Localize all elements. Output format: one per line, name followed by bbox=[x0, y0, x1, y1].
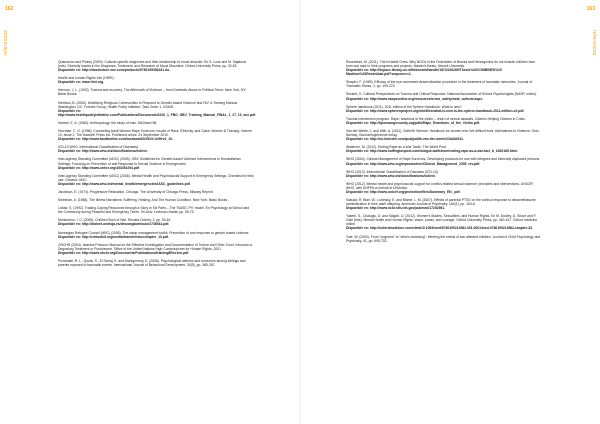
reference-citation: Trauma intervention program. Rape: reactions of the victim – return of sexual assaults. Citizens Helping Citizens in Crisis. bbox=[346, 116, 526, 121]
reference-availability-link[interactable]: Disponible en: http://no.linkedin.com/pub/judith-van-der-weele/23/a2b/611. bbox=[346, 137, 464, 142]
reference-entry bbox=[346, 105, 542, 113]
reference-availability-link[interactable]: Disponible en: http://www.spherenproject.org/silo/files/what-is-new-in-the-sphere-handbook-2011-edition-v2.pdf. bbox=[346, 108, 525, 113]
reference-entry bbox=[58, 206, 254, 214]
reference-entry bbox=[346, 129, 542, 141]
reference-availability-link[interactable]: Disponible en: http://www.tandfonline.com/toc/wwat20/19/2#.Ur9frv4_10. bbox=[58, 137, 173, 142]
reference-entry bbox=[58, 88, 254, 96]
reference-entry bbox=[58, 231, 254, 239]
reference-citation: Henttaul, B. (2000). Mobilizing Religious Communities to Respond to Gender-based Violence and HIV: A Training Manual. Washington, DC: Futures Group, Health Policy Initiative, Task Order 1, USAID. bbox=[58, 100, 238, 109]
reference-citation: Rosenblad, M. (2011). The Invisible Ones. Why NGOs in the Federation of Bosnia and Herzegovina do not include children born from war rape in their programs and projects. Master's thesis, Utrecht University. bbox=[346, 60, 536, 69]
reference-availability-link[interactable]: Disponible en: http://tiponsangecounty.org/pdfs/Rape_Reactions_of_the_Victim.pdf. bbox=[346, 120, 480, 125]
reference-entry bbox=[58, 190, 254, 194]
reference-availability-link[interactable]: Disponible en: http://www.who.int/classifications/icd/en/. bbox=[346, 173, 436, 178]
reference-citation: WHO (2013). International Classification of Diseases (ICD-10) bbox=[346, 169, 438, 174]
reference-entry bbox=[346, 80, 542, 88]
side-tab-label: references bbox=[3, 30, 9, 56]
reference-availability-link[interactable]: Disponible en: http://www.who.org/reproductive/Clinical_Management_2005_rev.pdf. bbox=[346, 161, 481, 166]
reference-availability-link[interactable]: Disponible en: http://www.huffingtonpost.com/margot-wallstrom/ending-rape-as-a-war-tact_b_1600185.html. bbox=[346, 149, 518, 154]
reference-citation: Jacobson, E. (1974). Progressive Relaxation. Chicago: The University of Chicago Press, Midway Reprint. bbox=[58, 189, 214, 194]
reference-list bbox=[346, 60, 542, 247]
reference-entry bbox=[346, 214, 542, 230]
reference-citation: Van der Weele, J. and Wilh, A. (2011). Sofie/Hr Woman. Handbook for women who live difficult lives. Alternatives to Violence, Oslo, Norway. Gunnar/fugl/hamne forlag. bbox=[346, 129, 540, 138]
reference-citation: Hoebel, E. A. (1966). Anthropology: the study of man. McGraw-Hill. bbox=[58, 120, 158, 125]
reference-entry bbox=[346, 145, 542, 153]
reference-entry bbox=[58, 259, 254, 267]
reference-citation: ICD-10 WHO. International Classification of Diseases). bbox=[58, 145, 140, 150]
reference-availability-link[interactable]: Disponible en: http://www.unhcr.org/453492294.pdf bbox=[58, 165, 140, 170]
reference-availability-link[interactable]: Disponible en: http://ebookstore.sue.com/products/9780195306181.do. bbox=[58, 68, 171, 73]
reference-availability-link[interactable]: Disponible en: http://dspace.library.uu.nl/bitstream/handle/1874/226289/Thesis%20COMBINED%20 Madelon%20Rosenblad.pdf?sequence=1. bbox=[346, 68, 502, 77]
reference-entry bbox=[346, 235, 542, 243]
reference-citation: Herman, J. L. (1992). Trauma and recovery. The Aftermath of Violence – from Domestic Abuse to Political Terror. New York, NY: Basic Books. bbox=[58, 88, 247, 97]
reference-entry bbox=[346, 60, 542, 76]
reference-citation: Punamaki, R. L., Qouta, S., El Sarraj, E. and Montgomery, E. (2006). Psychological distress and resources among siblings and parents exposed to traumatic events. International Journal of Behavioral Development, 30(5), pp. 385-397. bbox=[58, 259, 246, 268]
reference-citation: OHCHR (2004). Istanbul Protocol: Manual on the Effective Investigation and Documentation of Torture and Other Cruel, Inhuman or Degrading Treatment or Punishment. Office of the United Nations High Commissioner for Human Rights, 2001. bbox=[58, 242, 253, 251]
reference-citation: Seckert, K. Cultural Perspectives on Trauma and Critical Response. National Association of School Psychologists (NASP, online). bbox=[346, 92, 538, 97]
reference-entry bbox=[58, 100, 257, 117]
reference-citation: Yule, W. (2000). From "pogroms" to "ethnic cleansing": Meeting the needs of war affected children. Journal of Child Psychology and Psychiatry, 41, pp. 695-702. bbox=[346, 234, 541, 243]
reference-entry bbox=[58, 145, 254, 153]
page-number: 163 bbox=[586, 6, 595, 12]
reference-citation: Montoneiro, I. C. (2005). Children Born of War. Revista Criteria, 2, pp. 53-81. bbox=[58, 218, 172, 223]
reference-availability-link[interactable]: Disponible en: http://dialnet.unirioja.es/descarga/articulo/2736544.pdf. bbox=[58, 222, 170, 227]
reference-entry bbox=[58, 243, 254, 255]
reference-entry bbox=[346, 117, 542, 125]
reference-citation: Shapiro, F. (1989). Efficacy of the eye movement desensitization procedure in the treatment of traumatic memories. Journal of Traumatic Stress, 2, pp. 199-223. bbox=[346, 80, 532, 89]
reference-availability-link[interactable]: Disponible en: http://www.naspconline.org/resources/crisis_safety/neat_cultural.aspx. bbox=[346, 96, 484, 101]
reference-citation: Kleinman, A. (1988). The Illness Narratives: Suffering, Healing, And The Human Condition. New York: Basic Books. bbox=[58, 198, 229, 203]
reference-citation: Walstrom, M. (2012). Ending Rape as a War Tactic. The World Post. bbox=[346, 145, 447, 150]
reference-entry bbox=[346, 182, 542, 194]
reference-entry bbox=[58, 60, 254, 72]
reference-citation: Inter-Agency Standing Committee (IASC) (2006). Mental Health and Psychosocial Support in Emergency Settings. Checklist for field use. Geneva: IASC. bbox=[58, 173, 254, 182]
reference-citation: Yakeel, S., Chaloglu, D. and Salgah, U. (2012). Women's Bodies, Sexualities, and Human Rights. En M. Dudley, D. Silove and F. Gale (eds). Mental Health and Human Rights: vision, praxis, and courage. Oxford University Press, pp. 440-447. Oxford medicine online. bbox=[346, 214, 538, 227]
reference-entry bbox=[58, 129, 254, 141]
reference-entry bbox=[346, 157, 542, 165]
reference-citation: Sphere handbook (2011). 2011 edition of the Sphere Handbook: What is new? bbox=[346, 104, 462, 109]
reference-entry bbox=[58, 174, 254, 186]
reference-citation: WHO (2004). Clinical Management of Rape Survivors. Developing protocols for use with refugees and internally displaced persons. bbox=[346, 157, 541, 162]
reference-entry bbox=[58, 76, 254, 84]
right-page bbox=[300, 0, 600, 424]
reference-availability-link[interactable]: Disponible en: http://www.unicef.org/protection/files/Summary_EN_.pdf. bbox=[346, 189, 461, 194]
reference-availability-link[interactable]: Disponible en: http://oxfordmedicine.com/view/10.1093/med/9780199213962.001.0001/med-9780199213962-chapter-33. bbox=[346, 226, 533, 231]
reference-availability-link[interactable]: Disponible en: http://www.who.int/classifications/icd/en/. bbox=[58, 149, 148, 154]
reference-entry bbox=[58, 157, 254, 169]
reference-entry bbox=[346, 92, 542, 100]
reference-citation: Lahad, S. (1992). Trading Coping Resources through a Story in Six Parts – The "BASIC Ph" model. En Psychology at School and the Community during Peaceful and Emergency Times. Tel-Aviv: Levinson-Hadar, pp. 55-70. bbox=[58, 206, 250, 215]
reference-citation: Norwegian Refugee Council (NRC) (2008). The camp management toolkit. Prevention of and response to gender based violence. bbox=[58, 230, 250, 235]
reference-citation: Health and human Rights Info (HHRI). bbox=[58, 76, 115, 81]
reference-availability-link[interactable]: Disponible en: www.hhri.org. bbox=[58, 80, 105, 85]
reference-entry bbox=[58, 198, 254, 202]
reference-list bbox=[58, 60, 257, 271]
reference-entry bbox=[346, 198, 542, 210]
reference-citation: Quarracino and Pinkey (2009). Cultural-specific diagnoses and their relationship to mood disorder. En S. Loue and M. Sajatovic (eds). Diversity Issues in the Diagnosis, Treatment, and Research of Mood Disorders. Oxford University Press, pp. 32-53. bbox=[58, 60, 247, 69]
reference-availability-link[interactable]: Disponible en: http://www.healthpolicyinitiative.com/Publications/Documents/1020_1_FBO_GBV_Training_Manual_FINAL_1_27_10_acc.pdf. bbox=[58, 108, 257, 117]
reference-availability-link[interactable]: Disponible en: http://www.who.int/mental_health/emergencies/IASC_guidelines.pdf. bbox=[58, 181, 191, 186]
reference-citation: WHO (2012). Mental health and psychosocial support for conflict-related sexual violence: principles and interventions. UNICEF, WHO, with UNFPA on behalf of UNAction. bbox=[346, 181, 534, 190]
side-tab-label: references bbox=[591, 30, 597, 56]
reference-citation: Inter-Agency Standing Committee (IASC) (2005). GBV Guidelines for Gender-based Violence Interventions in Humanitarian Settings: Focusing on Prevention of and Response to Sexual Violence in Emergencies. bbox=[58, 157, 241, 166]
reference-entry bbox=[346, 170, 542, 178]
reference-availability-link[interactable]: Disponible en: http://www.ncbi.nlm.nih.gov/pubmed/17202561. bbox=[346, 206, 446, 211]
reference-citation: Holzman, C. G. (1996). Counseling Adult Women Rape Survivors: Issues of Race, Ethnicity, and Class. Women & Therapy, Volume 19, Issue 2, The Haworth Press Inc. Published online: 24 September 2010. bbox=[58, 129, 252, 138]
reference-entry bbox=[58, 218, 254, 226]
reference-availability-link[interactable]: Disponible en: http://cmtoolkit.org/media/transfer/doc/chapter_10.pdf. bbox=[58, 234, 169, 239]
reference-entry bbox=[58, 121, 254, 125]
reference-citation: Vakuda, R. Blair, W., Lubinsky, E. and Blame, L. M. (2007). Effects of parental PTSD on the cortisol response to dexamethasone administration in their adult offspring. American Journal of Psychiatry, 164(1), pp. 163-6. bbox=[346, 198, 536, 207]
page-number: 162 bbox=[5, 6, 14, 12]
reference-availability-link[interactable]: Disponible en: http://www.ohchr.org/Documents/Publications/training8Rev1en.pdf. bbox=[58, 250, 190, 255]
